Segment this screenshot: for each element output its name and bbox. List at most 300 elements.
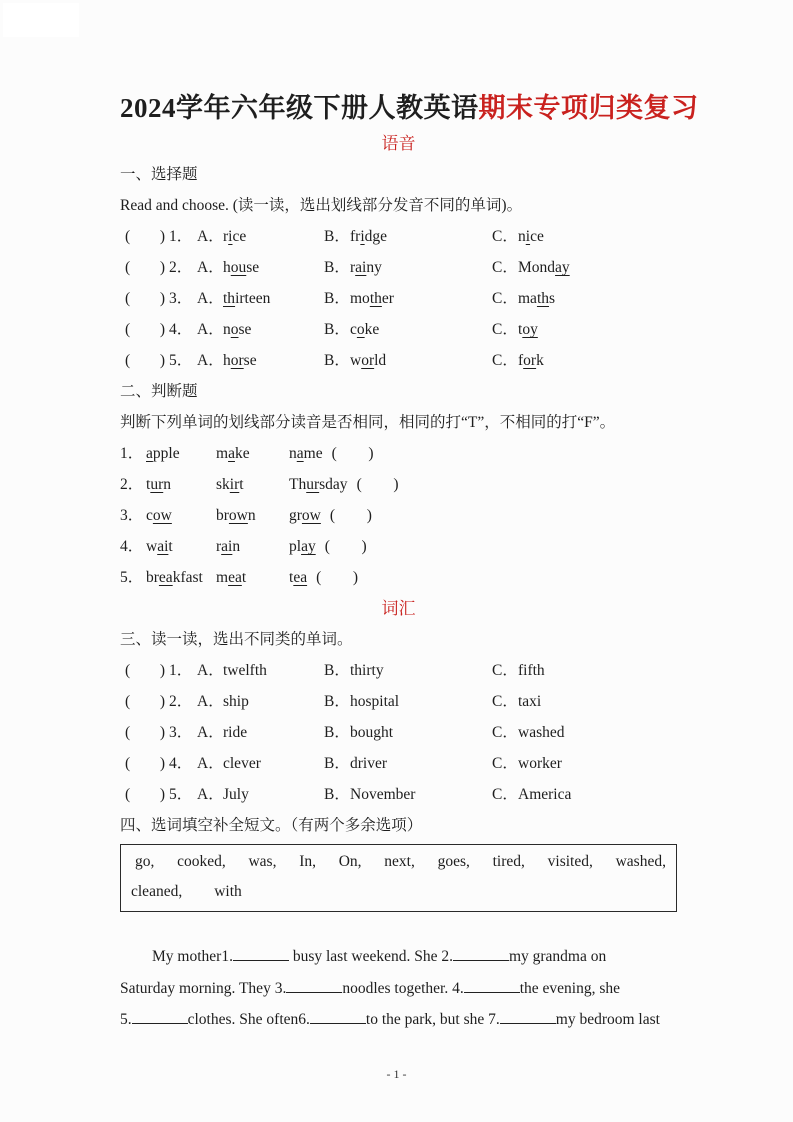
underlined-word xyxy=(518,352,544,369)
word-pre: r xyxy=(216,538,222,555)
open-paren: ( xyxy=(329,507,336,524)
part2-heading: 二、判断题 xyxy=(120,383,198,400)
word-bank-word: was, xyxy=(248,853,277,870)
paragraph-text: Saturday morning. They xyxy=(120,979,275,997)
item-number: 4． xyxy=(169,321,193,338)
word-pre: c xyxy=(146,507,153,524)
option-b xyxy=(324,252,492,283)
answer-paren-part3-4 xyxy=(125,748,165,779)
part1-item xyxy=(120,221,677,252)
item-number: 5． xyxy=(169,352,193,369)
option-letter: A． xyxy=(197,693,224,710)
underlined-part: ur xyxy=(150,476,164,493)
word-pre: ma xyxy=(518,290,537,307)
option-letter: C． xyxy=(492,259,518,276)
underlined-part: ow xyxy=(228,507,248,524)
part1-item xyxy=(120,283,677,314)
option-a xyxy=(197,779,324,810)
word-post: ke xyxy=(364,321,380,338)
underlined-part: or xyxy=(523,352,537,369)
paragraph-text: My mother xyxy=(152,948,222,965)
option-letter: A． xyxy=(197,228,224,245)
open-paren: ( xyxy=(125,755,131,772)
option-b xyxy=(324,686,492,717)
part1-item xyxy=(120,252,677,283)
open-paren: ( xyxy=(324,538,330,555)
fill-in-blank xyxy=(310,1009,366,1024)
option-b xyxy=(324,748,492,779)
corner-white-box xyxy=(3,3,79,37)
item-number: 2． xyxy=(169,693,193,710)
part3-item xyxy=(120,779,677,810)
option-word: clever xyxy=(223,755,261,772)
open-paren: ( xyxy=(125,786,131,803)
blank-number: 5. xyxy=(120,1011,132,1028)
option-word: twelfth xyxy=(223,662,267,679)
paragraph-text: my bedroom last xyxy=(555,1011,660,1028)
word-bank-word: tired, xyxy=(492,853,525,870)
item-number: 4． xyxy=(169,755,193,772)
part3-heading: 三、读一读，选出不同类的单词。 xyxy=(120,631,353,648)
word-pre: f xyxy=(518,352,524,369)
word-pre: h xyxy=(223,352,231,369)
word-pre: r xyxy=(223,228,229,245)
fill-in-blank xyxy=(132,1009,188,1024)
underlined-word xyxy=(216,531,289,562)
word-post: me xyxy=(303,445,323,462)
word-bank-word: go, xyxy=(135,853,155,870)
answer-paren-part1-4 xyxy=(125,314,165,345)
word-pre: t xyxy=(146,476,151,493)
underlined-part: a xyxy=(296,445,304,462)
underlined-part: or xyxy=(361,352,375,369)
underlined-word xyxy=(350,321,379,338)
option-a xyxy=(197,221,324,252)
word-pre: n xyxy=(289,445,297,462)
part1-item xyxy=(120,345,677,376)
underlined-word xyxy=(518,259,570,276)
part3-item xyxy=(120,748,677,779)
underlined-part: a xyxy=(146,445,153,462)
answer-paren-part1-5 xyxy=(125,345,165,376)
underlined-word xyxy=(223,352,257,369)
page-number: - 1 - xyxy=(386,1067,407,1081)
word-pre: c xyxy=(350,321,357,338)
item-number: 3． xyxy=(169,724,193,741)
underlined-part: ir xyxy=(229,476,240,493)
word-post: er xyxy=(381,290,394,307)
option-word: taxi xyxy=(518,693,542,710)
option-word: July xyxy=(223,786,249,803)
option-letter: C． xyxy=(492,693,518,710)
fill-in-blank xyxy=(453,946,509,961)
item-number: 5． xyxy=(120,569,144,586)
underlined-word xyxy=(146,469,216,500)
open-paren: ( xyxy=(331,445,337,462)
option-c xyxy=(492,655,677,686)
word-bank-box xyxy=(120,844,677,912)
underlined-word xyxy=(518,228,544,245)
underlined-word xyxy=(350,228,387,245)
open-paren: ( xyxy=(125,290,131,307)
underlined-part: oy xyxy=(522,321,538,338)
word-post: n xyxy=(163,476,171,493)
open-paren: ( xyxy=(125,662,131,679)
option-letter: C． xyxy=(492,352,518,369)
close-paren: ) xyxy=(368,445,374,462)
underlined-word xyxy=(216,438,289,469)
underlined-word xyxy=(223,321,251,338)
word-pre: fr xyxy=(350,228,361,245)
underlined-word xyxy=(350,259,382,276)
blank-number: 1. xyxy=(221,948,233,965)
open-paren: ( xyxy=(125,352,131,369)
option-letter: A． xyxy=(197,724,224,741)
paragraph-text: the evening, she xyxy=(519,979,621,997)
underlined-word xyxy=(146,531,216,562)
option-letter: B． xyxy=(324,755,350,772)
answer-paren-part3-1 xyxy=(125,655,165,686)
fill-in-blank xyxy=(233,946,289,961)
answer-paren-part2-5 xyxy=(316,562,358,593)
word-post: ke xyxy=(234,445,250,462)
item-number: 5． xyxy=(169,786,193,803)
underlined-part: i xyxy=(228,228,233,245)
word-pre: m xyxy=(216,569,229,586)
item-number: 4． xyxy=(120,538,144,555)
option-b xyxy=(324,221,492,252)
word-pre: n xyxy=(223,321,231,338)
blank-number: 4. xyxy=(452,979,464,997)
underlined-part: th xyxy=(536,290,549,307)
close-paren: ) xyxy=(159,786,165,803)
option-b xyxy=(324,345,492,376)
option-b xyxy=(324,655,492,686)
word-bank-word: On, xyxy=(338,853,362,870)
answer-paren-part1-3 xyxy=(125,283,165,314)
option-word: fifth xyxy=(518,662,545,679)
close-paren: ) xyxy=(393,476,399,493)
option-c xyxy=(492,283,677,314)
underlined-part: ea xyxy=(293,569,308,586)
part2-item xyxy=(120,438,677,469)
banner-vocabulary: 词汇 xyxy=(381,599,416,618)
banner-phonics: 语音 xyxy=(381,134,416,153)
option-c xyxy=(492,252,677,283)
option-letter: C． xyxy=(492,228,518,245)
cloze-paragraph xyxy=(120,941,677,1036)
option-word: driver xyxy=(350,755,388,772)
underlined-part: ai xyxy=(157,538,169,555)
underlined-part: o xyxy=(230,321,239,338)
word-post: sday xyxy=(319,476,348,493)
underlined-part: o xyxy=(356,321,365,338)
close-paren: ) xyxy=(159,662,165,679)
close-paren: ) xyxy=(159,321,165,338)
paragraph-text: busy last weekend. She xyxy=(288,948,442,965)
option-a xyxy=(197,748,324,779)
option-letter: C． xyxy=(492,786,518,803)
underlined-word xyxy=(216,500,289,531)
item-number: 3． xyxy=(120,507,144,524)
word-pre: w xyxy=(350,352,362,369)
item-number: 2． xyxy=(120,476,144,493)
option-word: bought xyxy=(350,724,394,741)
part2-item xyxy=(120,531,677,562)
option-letter: C． xyxy=(492,290,518,307)
option-letter: A． xyxy=(197,786,224,803)
option-word: thirty xyxy=(350,662,384,679)
word-post: n xyxy=(232,538,241,555)
underlined-part: ow xyxy=(152,507,172,524)
blank-number: 7. xyxy=(488,1011,500,1028)
word-post: irteen xyxy=(235,290,271,307)
word-bank-line xyxy=(131,847,666,877)
part3-item xyxy=(120,655,677,686)
option-letter: B． xyxy=(324,290,350,307)
option-c xyxy=(492,221,677,252)
close-paren: ) xyxy=(366,507,372,524)
word-bank-word: visited, xyxy=(547,853,593,870)
word-post: dge xyxy=(364,228,388,245)
underlined-part: th xyxy=(223,290,236,307)
option-a xyxy=(197,345,324,376)
underlined-part: ea xyxy=(228,569,242,586)
word-bank-word: washed, xyxy=(615,853,666,870)
option-b xyxy=(324,717,492,748)
underlined-word xyxy=(289,562,307,593)
word-post: t xyxy=(168,538,173,555)
word-pre: br xyxy=(216,507,229,524)
word-bank-word: goes, xyxy=(437,853,470,870)
underlined-word xyxy=(216,562,289,593)
word-post: ny xyxy=(366,259,382,276)
option-b xyxy=(324,283,492,314)
word-pre: t xyxy=(518,321,523,338)
close-paren: ) xyxy=(159,755,165,772)
option-a xyxy=(197,686,324,717)
word-pre: w xyxy=(146,538,158,555)
option-letter: A． xyxy=(197,662,224,679)
open-paren: ( xyxy=(125,321,131,338)
option-letter: B． xyxy=(324,321,350,338)
word-pre: sk xyxy=(216,476,230,493)
option-word: worker xyxy=(518,755,562,772)
item-number: 1． xyxy=(120,445,144,462)
underlined-word xyxy=(223,259,259,276)
underlined-word xyxy=(146,500,216,531)
paragraph-line xyxy=(120,1004,677,1036)
option-c xyxy=(492,748,677,779)
fill-in-blank xyxy=(500,1009,556,1024)
underlined-part: th xyxy=(369,290,382,307)
paragraph-text: my grandma on xyxy=(508,948,607,965)
option-letter: A． xyxy=(197,321,224,338)
word-bank-line xyxy=(131,877,666,907)
option-c xyxy=(492,717,677,748)
paragraph-text: noodles together. xyxy=(342,979,453,997)
option-letter: C． xyxy=(492,755,518,772)
word-pre: r xyxy=(350,259,356,276)
word-post: se xyxy=(246,259,260,276)
word-pre: m xyxy=(216,445,229,462)
option-letter: C． xyxy=(492,321,518,338)
option-word: America xyxy=(518,786,572,803)
underlined-word xyxy=(350,290,394,307)
answer-paren-part3-2 xyxy=(125,686,165,717)
answer-paren-part3-5 xyxy=(125,779,165,810)
word-bank-word: cooked, xyxy=(177,853,226,870)
blank-number: 3. xyxy=(274,979,287,997)
part2-instruction: 判断下列单词的划线部分读音是否相同，相同的打“T”，不相同的打“F”。 xyxy=(120,414,616,431)
part2-item xyxy=(120,469,677,500)
underlined-part: ay xyxy=(301,538,316,555)
option-word: hospital xyxy=(350,693,400,710)
part2-item xyxy=(120,500,677,531)
word-post: ce xyxy=(232,228,247,245)
word-pre: br xyxy=(146,569,159,586)
option-letter: B． xyxy=(324,693,350,710)
option-letter: B． xyxy=(324,724,350,741)
word-post: t xyxy=(241,569,247,586)
answer-paren-part3-3 xyxy=(125,717,165,748)
option-c xyxy=(492,779,677,810)
part1-heading: 一、选择题 xyxy=(120,166,198,183)
underlined-word xyxy=(518,321,538,338)
answer-paren-part1-1 xyxy=(125,221,165,252)
underlined-part: i xyxy=(525,228,531,245)
underlined-part: i xyxy=(360,228,365,245)
option-letter: A． xyxy=(197,259,224,276)
underlined-word xyxy=(216,469,289,500)
option-letter: B． xyxy=(324,662,350,679)
close-paren: ) xyxy=(159,228,165,245)
option-letter: B． xyxy=(324,352,350,369)
paragraph-line xyxy=(120,941,677,973)
open-paren: ( xyxy=(356,476,362,493)
paragraph-text: clothes. She often xyxy=(187,1011,299,1028)
word-bank-word: In, xyxy=(299,853,316,870)
word-post: s xyxy=(549,290,556,307)
part1-item xyxy=(120,314,677,345)
exam-page xyxy=(120,0,699,1036)
underlined-part: ea xyxy=(158,569,173,586)
part3-item xyxy=(120,717,677,748)
option-b xyxy=(324,779,492,810)
option-c xyxy=(492,345,677,376)
word-post: ce xyxy=(530,228,544,245)
underlined-part: ai xyxy=(221,538,233,555)
underlined-part: ur xyxy=(306,476,320,493)
answer-paren-part2-2 xyxy=(357,469,399,500)
word-bank-word: next, xyxy=(384,853,415,870)
close-paren: ) xyxy=(159,259,165,276)
word-post: ld xyxy=(374,352,387,369)
underlined-part: a xyxy=(228,445,235,462)
option-letter: B． xyxy=(324,786,350,803)
word-pre: t xyxy=(289,569,294,586)
underlined-word xyxy=(223,228,246,245)
part2-item-list xyxy=(120,438,677,593)
part3-item xyxy=(120,686,677,717)
option-a xyxy=(197,717,324,748)
part1-instruction: Read and choose. (读一读，选出划线部分发音不同的单词)。 xyxy=(120,197,523,214)
underlined-word xyxy=(146,562,216,593)
word-bank-word: cleaned, xyxy=(131,883,183,900)
item-number: 1． xyxy=(169,662,193,679)
word-post: pple xyxy=(152,445,180,462)
underlined-word xyxy=(289,500,321,531)
open-paren: ( xyxy=(316,569,322,586)
answer-paren-part2-1 xyxy=(332,438,374,469)
page-title-red: 期末专项归类复习 xyxy=(478,93,699,123)
underlined-word xyxy=(350,352,386,369)
page-title-black: 2024学年六年级下册人教英语 xyxy=(120,93,479,123)
word-post: n xyxy=(247,507,256,524)
blank-number: 2. xyxy=(441,948,453,965)
part4-heading: 四、选词填空补全短文。（有两个多余选项） xyxy=(120,817,423,834)
underlined-part: ow xyxy=(301,507,321,524)
fill-in-blank xyxy=(464,978,520,993)
word-pre: gr xyxy=(289,507,302,524)
option-letter: A． xyxy=(197,290,224,307)
word-pre: h xyxy=(223,259,231,276)
option-letter: B． xyxy=(324,259,350,276)
paragraph-text: to the park, but she xyxy=(365,1011,489,1028)
underlined-word xyxy=(518,290,555,307)
option-a xyxy=(197,252,324,283)
close-paren: ) xyxy=(361,538,367,555)
underlined-part: ay xyxy=(555,259,570,276)
part1-item-list xyxy=(120,221,677,376)
part3-item-list xyxy=(120,655,677,810)
word-pre: Th xyxy=(289,476,307,493)
close-paren: ) xyxy=(159,290,165,307)
answer-paren-part2-3 xyxy=(330,500,372,531)
option-letter: A． xyxy=(197,755,224,772)
underlined-word xyxy=(289,438,323,469)
word-post: se xyxy=(238,321,252,338)
page-title xyxy=(120,88,699,128)
option-c xyxy=(492,686,677,717)
word-post: kfast xyxy=(172,569,203,586)
word-pre: pl xyxy=(289,538,302,555)
option-b xyxy=(324,314,492,345)
word-post: se xyxy=(243,352,257,369)
word-bank-word: with xyxy=(214,883,242,900)
underlined-part: ai xyxy=(355,259,367,276)
option-word: ride xyxy=(223,724,248,741)
word-pre: Mond xyxy=(518,259,556,276)
option-word: November xyxy=(350,786,416,803)
item-number: 1． xyxy=(169,228,193,245)
option-letter: A． xyxy=(197,352,224,369)
open-paren: ( xyxy=(125,259,131,276)
blank-number: 6. xyxy=(298,1011,310,1028)
word-pre: n xyxy=(518,228,526,245)
word-post: t xyxy=(239,476,244,493)
answer-paren-part2-4 xyxy=(325,531,367,562)
word-pre: mo xyxy=(350,290,370,307)
open-paren: ( xyxy=(125,228,131,245)
underlined-part: ou xyxy=(230,259,247,276)
close-paren: ) xyxy=(159,724,165,741)
open-paren: ( xyxy=(125,693,131,710)
option-letter: C． xyxy=(492,724,518,741)
fill-in-blank xyxy=(286,978,342,993)
option-word: washed xyxy=(518,724,565,741)
underlined-word xyxy=(289,469,348,500)
